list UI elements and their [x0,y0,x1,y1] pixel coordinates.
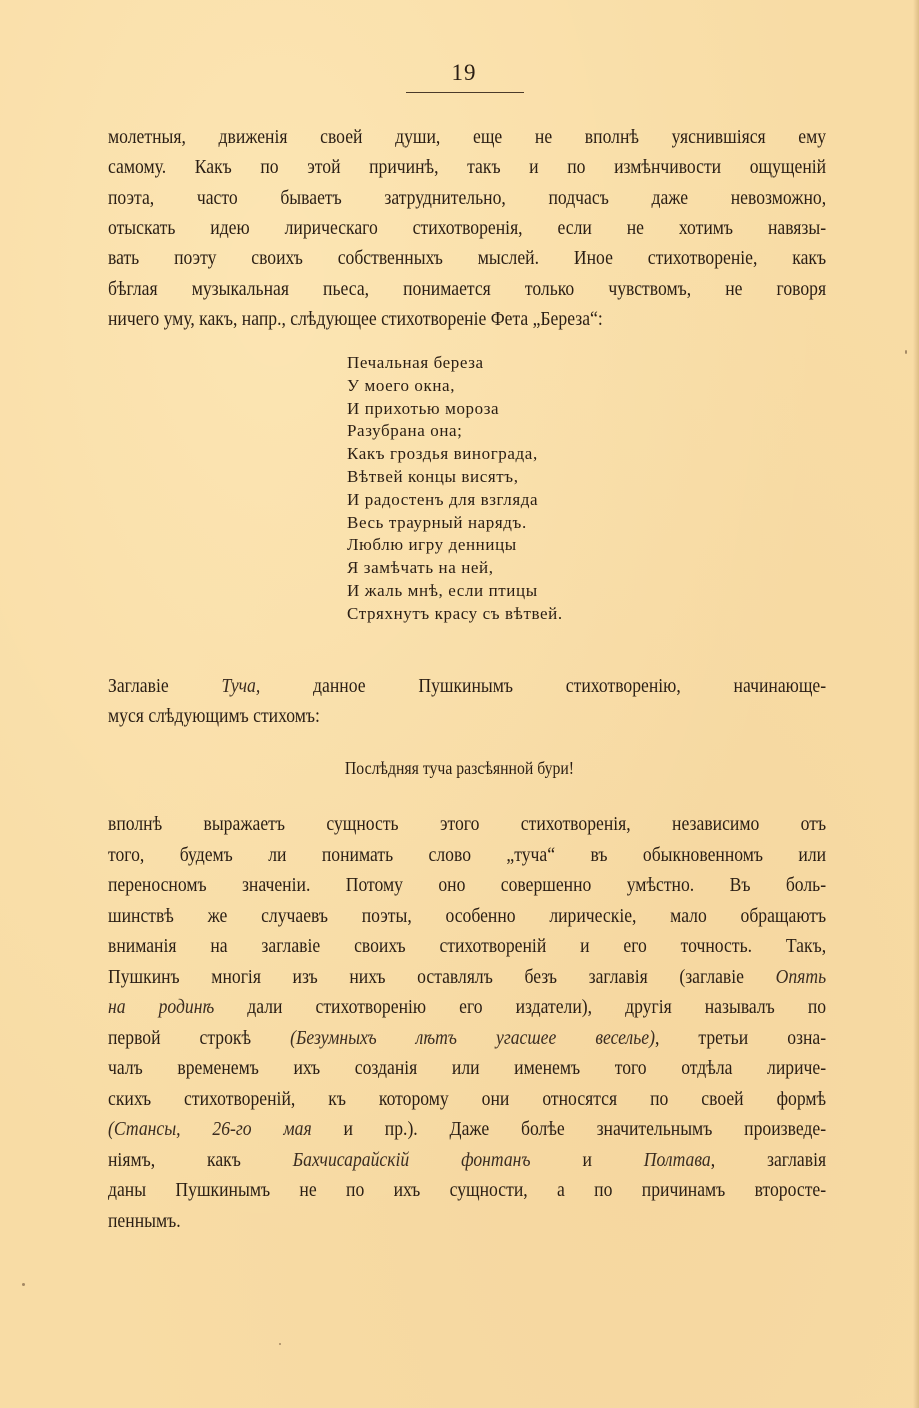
text-line [108,1025,826,1051]
italic-title: Полтава [643,1148,711,1171]
paper-speck [905,350,907,354]
text-run: пеннымъ. [108,1209,181,1232]
text-run: молетныя, движенія своей души, еще не вполнѣ уяснившіяся ему [108,126,827,148]
poem-line: Я замѣчать на ней, [347,558,494,578]
paper-speck [279,1343,281,1345]
poem-line: И прихотью мороза [347,398,500,418]
poem-line: Вѣтвей концы висятъ, [347,467,519,486]
text-line [108,673,826,699]
poem-line: Разубрана она; [347,421,463,441]
paper-speck [22,1283,25,1286]
text-line [108,703,826,729]
text-line [108,276,826,302]
text-run: чалъ временемъ ихъ созданія или именемъ того отдѣла лириче- [108,1057,827,1079]
italic-title: Туча, [221,675,261,697]
text-line [108,994,826,1020]
poem-line: У моего окна, [347,375,456,395]
poem-line: Люблю игру денницы [347,535,517,555]
italic-title: Опять [775,965,827,988]
text-line [108,964,826,990]
text-line [108,842,826,868]
text-run: первой строкѣ [108,1026,291,1049]
poem-line: И жаль мнѣ, если птицы [347,581,538,600]
text-line [108,811,826,837]
text-run: шинствѣ же случаевъ поэты, особенно лирическіе, мало обращаютъ [108,904,827,927]
text-run: отыскать идею лирическаго стихотворенія, если не хотимъ навязы- [108,216,827,239]
text-run: дали стихотворенію его издатели), другія называлъ по [214,996,827,1018]
text-run: скихъ стихотвореній, къ которому они относятся по своей формѣ [108,1087,827,1110]
quoted-verse-line: Послѣдняя туча разсѣянной бури! [344,758,575,778]
text-line [108,154,826,180]
text-line [108,1116,826,1142]
italic-title: на родинѣ [108,996,215,1018]
text-line [108,245,826,271]
text-line [108,185,826,211]
text-run: самому. Какъ по этой причинѣ, такъ и по измѣнчивости ощущеній [108,156,827,179]
text-run: вать поэту своихъ собственныхъ мыслей. Иное стихотвореніе, какъ [108,247,827,270]
text-run: Пушкинъ многія изъ нихъ оставлялъ безъ заглавія (заглавіе [108,965,776,988]
text-line [108,933,826,959]
text-run: , заглавія [710,1148,827,1171]
text-line [108,1086,826,1112]
text-line [108,1208,826,1234]
text-line [108,1055,826,1081]
text-line [108,215,826,241]
text-line [108,1177,826,1203]
poem-line: Весь траурный нарядъ. [347,512,527,532]
poem-line: Печальная береза [347,353,484,372]
text-run: того, будемъ ли понимать слово „туча“ въ обыкновенномъ или [108,843,827,866]
text-run: вполнѣ выражаетъ сущность этого стихотворенія, независимо отъ [108,813,827,835]
poem-line: И радостенъ для взгляда [347,489,539,509]
text-run: поэта, часто бываетъ затруднительно, подчасъ даже невозможно, [108,186,827,209]
text-run: бѣглая музыкальная пьеса, понимается только чувствомъ, не говоря [108,277,827,300]
text-line [108,903,826,929]
text-run: ничего уму, какъ, напр., слѣдующее стихотвореніе Фета „Береза“: [108,307,603,330]
text-line [108,1147,826,1173]
text-run: , третьи озна- [654,1026,827,1049]
header-rule [406,92,524,93]
text-run: даны Пушкинымъ не по ихъ сущности, а по причинамъ второсте- [108,1179,827,1201]
text-run: переносномъ значеніи. Потому оно совершенно умѣстно. Въ боль- [108,874,827,896]
italic-title: (Безумныхъ лѣтъ угасшее веселье) [290,1026,655,1049]
text-line [108,124,826,150]
poem-line: Какъ гроздья винограда, [347,444,538,464]
italic-title: Бахчисарайскій фонтанъ [292,1148,531,1171]
text-run: и пр.). Даже болѣе значительнымъ произведе- [311,1118,827,1140]
text-run: ніямъ, какъ [108,1148,293,1171]
text-run: муся слѣдующимъ стихомъ: [108,705,320,727]
text-run: данное Пушкинымъ стихотворенію, начинающе- [260,675,827,697]
text-run: Заглавіе [108,675,222,697]
page-edge-shadow [913,0,919,1408]
italic-title: (Стансы, 26-го мая [108,1118,312,1140]
poem-line: Стряхнутъ красу съ вѣтвей. [347,603,563,623]
text-run: вниманія на заглавіе своихъ стихотвореній и его точность. Такъ, [108,935,827,957]
text-line [108,872,826,898]
page-number: 19 [451,60,477,85]
text-line [108,306,826,332]
text-run: и [530,1148,644,1171]
